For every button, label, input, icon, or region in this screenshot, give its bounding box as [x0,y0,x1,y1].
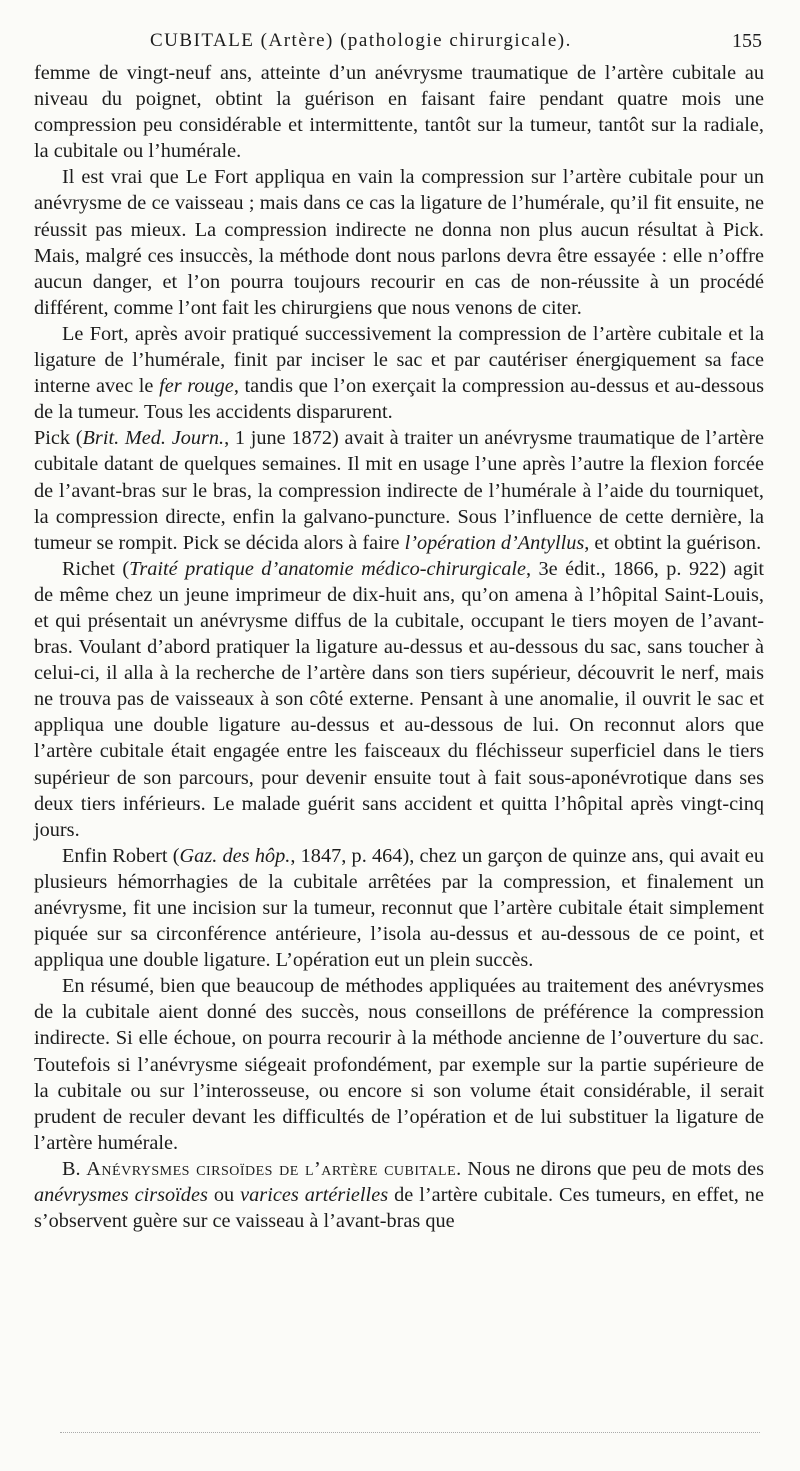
text-segment: Richet ( [62,557,130,580]
page-number: 155 [732,30,762,52]
italic-text: varices artérielles [240,1184,389,1207]
body-text [34,60,764,1234]
text-segment: ou [207,1184,241,1207]
text-segment: , 3e édit., 1866, p. 922) agit de même chez un jeune imprimeur de dix-huit ans, qu’on amena à l’hôpital Saint-Louis, et qui présentait un anévrysme diffus de la cubitale, occupant le tiers moyen de l’avant-bras. Voulant d’abord pratiquer la ligature au-dessus et au-dessous du sac, sans toucher à celui-ci, il alla à la recherche de l’artère dans son tiers supérieur, découvrit le nerf, mais ne trouva pas de vaisseaux à son côté externe. Pensant à une anomalie, il ouvrit le sac et appliqua une double ligature au-dessus et au-dessous de lui. On reconnut alors que l’artère cubitale était engagée entre les faisceaux du fléchisseur superficiel dans le tiers supérieur de son parcours, pour devenir ensuite tout à fait sous-aponévrotique dans ses deux tiers inférieurs. Le malade guérit sans accident et quitta l’hôpital après vingt-cinq jours. [34,557,765,841]
paragraph [34,321,764,425]
italic-text: anévrysmes cirsoïdes [34,1184,208,1207]
italic-text: fer rouge [159,375,234,398]
paragraph [34,973,764,1156]
paragraph [34,1156,764,1234]
text-segment: Enfin Robert ( [62,844,180,867]
paragraph [34,425,764,555]
text-segment: , 1 june 1872) avait à traiter un anévrysme traumatique de l’artère cubitale datant de quelques semaines. Il mit en usage l’une après l’autre la flexion forcée de l’avant-bras sur le bras, la compression indirecte de l’humérale à l’aide du tourniquet, la compression directe, enfin la galvano-puncture. Sous l’influence de cette dernière, la tumeur se rompit. Pick se décida alors à faire [34,427,764,554]
italic-text: Gaz. des hôp. [179,844,291,867]
text-segment: Le Fort, après avoir pratiqué successivement la compression de l’artère cubitale et la ligature de l’humérale, finit par inciser le sac et par cautériser énergiquement sa face interne avec le [34,322,764,398]
text-segment: Nous ne dirons que peu de mots des [461,1157,764,1180]
running-head: CUBITALE (Artère) (pathologie chirurgicale). [150,30,572,51]
italic-text: Brit. Med. Journ. [82,427,225,450]
text-segment: , et obtint la guérison. [584,531,762,554]
paragraph [34,60,764,164]
text-segment: , 1847, p. 464), chez un garçon de quinze ans, qui avait eu plusieurs hémorrhagies de la cubitale arrêtées par la compression, et finalement un anévrysme, fit une incision sur la tumeur, reconnut que l’artère cubitale était simplement piquée sur sa circonférence antérieure, l’isola au-dessus et au-dessous de ce point, et appliqua une double ligature. L’opération eut un plein succès. [34,844,764,972]
section-heading: Anévrysmes cirsoïdes de l’artère cubitale. [86,1157,462,1180]
text-segment: Pick ( [34,427,83,450]
text-segment: femme de vingt-neuf ans, atteinte d’un anévrysme traumatique de l’artère cubitale au niveau du poignet, obtint la guérison en faisant faire pendant quatre mois une compression peu considérable et intermittente, tantôt sur la tumeur, tantôt sur la radiale, la cubitale ou l’humérale. [34,62,764,163]
paragraph [34,556,764,843]
paragraph [34,843,764,973]
page-header [30,30,762,58]
footer-rule [60,1432,760,1433]
italic-text: Traité pratique d’anatomie médico-chirurgicale [129,557,526,580]
text-segment: de l’artère cubitale. Ces tumeurs, en effet, ne s’observent guère sur ce vaisseau à l’avant-bras que [34,1184,765,1233]
text-segment: B. [62,1157,87,1180]
text-segment: En résumé, bien que beaucoup de méthodes appliquées au traitement des anévrysmes de la cubitale aient donné des succès, nous conseillons de préférence la compression indirecte. Si elle échoue, on pourra recourir à la méthode ancienne de l’ouverture du sac. Toutefois si l’anévrysme siégeait profondément, par exemple sur la partie supérieure de la cubitale ou sur l’interosseuse, ou encore si son volume était considérable, il serait prudent de reculer devant les difficultés de l’opération et de lui substituer la ligature de l’artère humérale. [34,975,764,1154]
italic-text: l’opération d’Antyllus [404,531,585,554]
text-segment: , tandis que l’on exerçait la compression au-dessus et au-dessous de la tumeur. Tous les accidents disparurent. [34,375,764,424]
paragraph [34,164,764,321]
text-segment: Il est vrai que Le Fort appliqua en vain la compression sur l’artère cubitale pour un anévrysme de ce vaisseau ; mais dans ce cas la ligature de l’humérale, qu’il fit ensuite, ne réussit pas mieux. La compression indirecte ne donna non plus aucun résultat à Pick. Mais, malgré ces insuccès, la méthode dont nous parlons devra être essayée : elle n’offre aucun danger, et l’on pourra toujours recourir en cas de non-réussite à un procédé différent, comme l’ont fait les chirurgiens que nous venons de citer. [34,166,764,319]
